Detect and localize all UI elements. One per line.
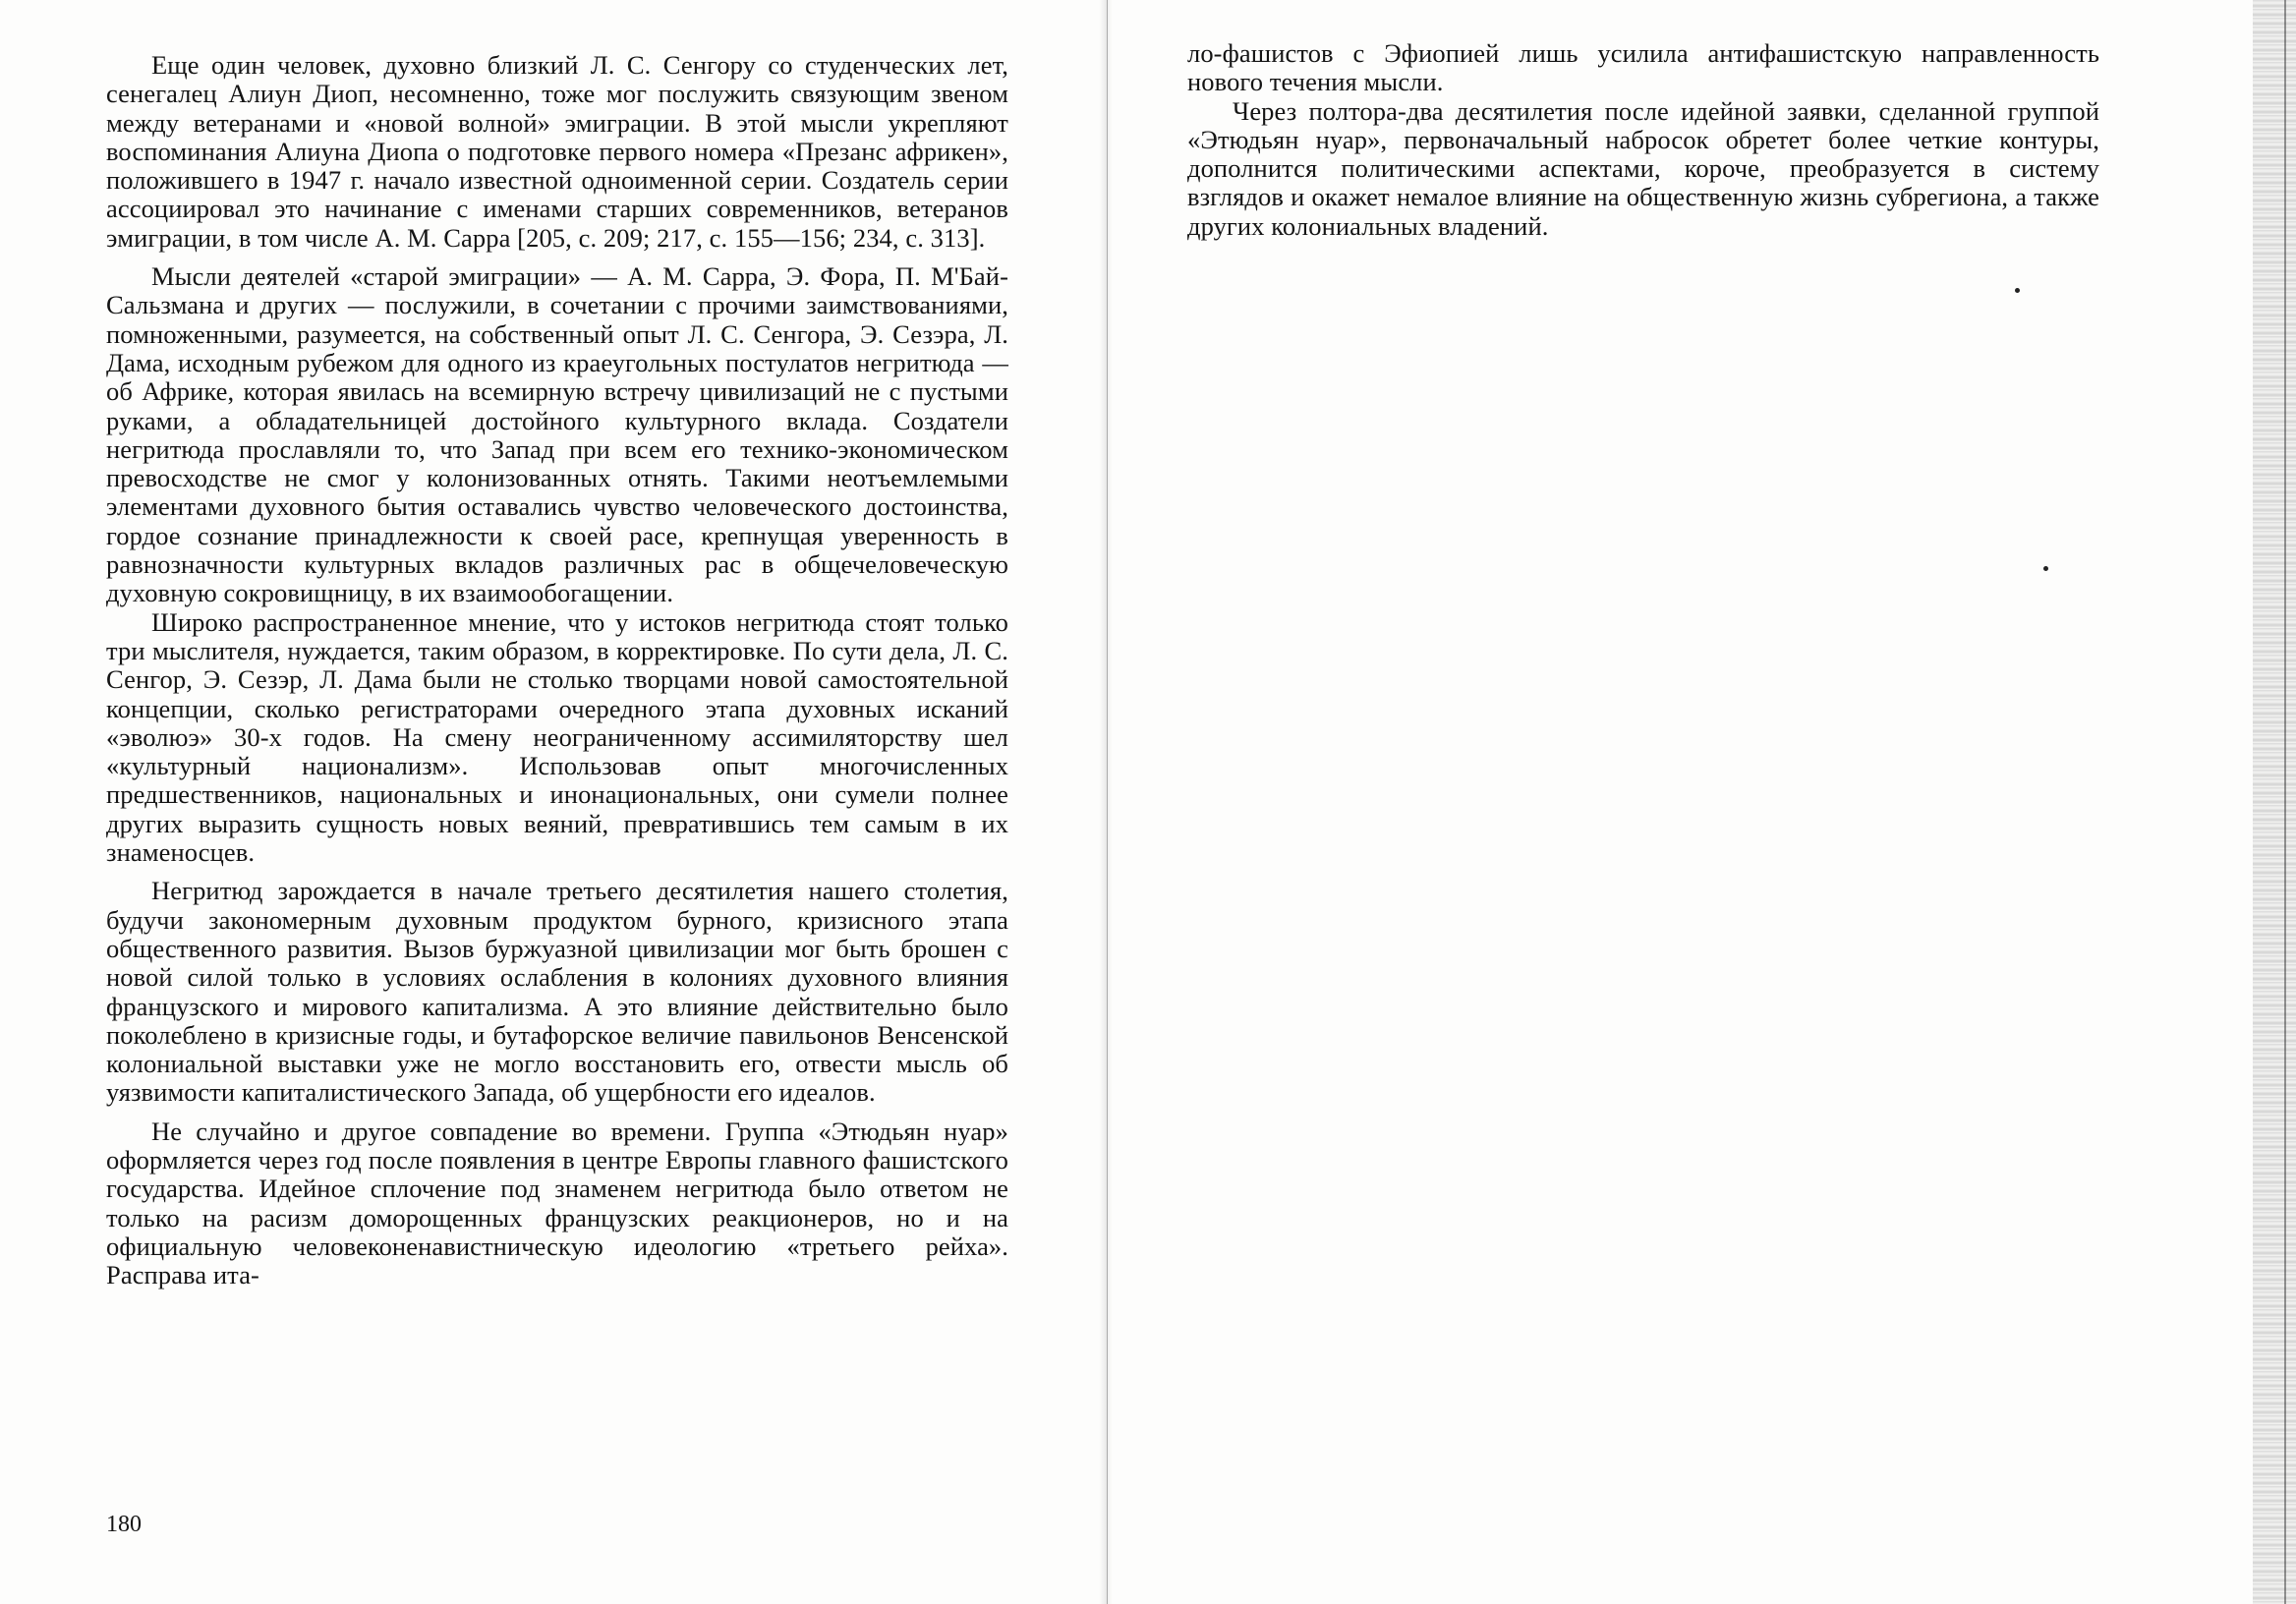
left-paragraph-1: Еще один человек, духовно близкий Л. С. Сенгору со студенческих лет, сенегалец Алиун Диоп, несомненно, тоже мог послужить связующим звеном между ветеранами и «новой волной» эмиграции. В этой мысли укрепляют воспоминания Алиуна Диопа о подготовке первого номера «Презанс африкен», положившего в 1947 г. начало известной одноименной серии. Создатель серии ассоциировал это начинание с именами старших современников, ветеранов эмиграции, в том числе А. М. Сарра [205, с. 209; 217, с. 155—156; 234, с. 313].: [106, 50, 1008, 253]
page-number: 180: [106, 1512, 142, 1537]
book-gutter: [1099, 0, 1113, 1604]
left-paragraph-2: Мысли деятелей «старой эмиграции» — А. М. Сарра, Э. Фора, П. М'Бай-Сальзмана и других — послужили, в сочетании с прочими заимствованиями, помноженными, разумеется, на собственный опыт Л. С. Сенгора, Э. Сезэра, Л. Дама, исходным рубежом для одного из краеугольных постулатов негритюда — об Африке, которая явилась на всемирную встречу цивилизаций не с пустыми руками, а обладательницей достойного культурного вклада. Создатели негритюда прославляли то, что Запад при всем его технико-экономическом превосходстве не смог у колонизованных отнять. Такими неотъемлемыми элементами духовного бытия оставались чувство человеческого достоинства, гордое сознание принадлежности к своей расе, крепнущая уверенность в равнозначности культурных вкладов различных рас в общечеловеческую духовную сокровищницу, в их взаимообогащении.: [106, 261, 1008, 608]
left-paragraph-5: Не случайно и другое совпадение во времени. Группа «Этюдьян нуар» оформляется через год после появления в центре Европы главного фашистского государства. Идейное сплочение под знаменем негритюда было ответом не только на расизм доморощенных французских реакционеров, но и на официальную человеконенавистническую идеологию «третьего рейха». Расправа ита-: [106, 1116, 1008, 1290]
right-page: [1187, 39, 2099, 241]
page-edge-stack: [2253, 0, 2296, 1604]
left-page: [106, 51, 1008, 1289]
left-paragraph-4: Негритюд зарождается в начале третьего десятилетия нашего столетия, будучи закономерным духовным продуктом бурного, кризисного этапа общественного развития. Вызов буржуазной цивилизации мог быть брошен с новой силой только в условиях ослабления в колониях духовного влияния французского и мирового капитализма. А это влияние действительно было поколеблено в кризисные годы, и бутафорское величие павильонов Венсенской колониальной выставки уже не могло восстановить его, отвести мысль об уязвимости капиталистического Запада, об ущербности его идеалов.: [106, 876, 1008, 1108]
right-paragraph-2: Через полтора-два десятилетия после идейной заявки, сделанной группой «Этюдьян нуар», первоначальный набросок обретет более четкие контуры, дополнится политическими аспектами, короче, преобразуется в систему взглядов и окажет немалое влияние на общественную жизнь субрегиона, а также других колониальных владений.: [1187, 95, 2099, 241]
left-paragraph-3: Широко распространенное мнение, что у истоков негритюда стоят только три мыслителя, нуждается, таким образом, в корректировке. По сути дела, Л. С. Сенгор, Э. Сезэр, Л. Дама были не столько творцами новой самостоятельной концепции, сколько регистраторами очередного этапа духовных исканий «эволюэ» 30-х годов. На смену неограниченному ассимиляторству шел «культурный национализм». Использовав опыт многочисленных предшественников, национальных и инонациональных, они сумели полнее других выразить сущность новых веяний, превратившись тем самым в их знаменосцев.: [106, 606, 1008, 868]
right-paragraph-1: ло-фашистов с Эфиопией лишь усилила антифашистскую направленность нового течения мысли.: [1187, 38, 2099, 97]
gutter-fold-line: [1107, 0, 1108, 1604]
ink-speck: [2043, 566, 2048, 571]
page-edge-line: [2284, 0, 2286, 1604]
ink-speck: [2015, 288, 2020, 293]
